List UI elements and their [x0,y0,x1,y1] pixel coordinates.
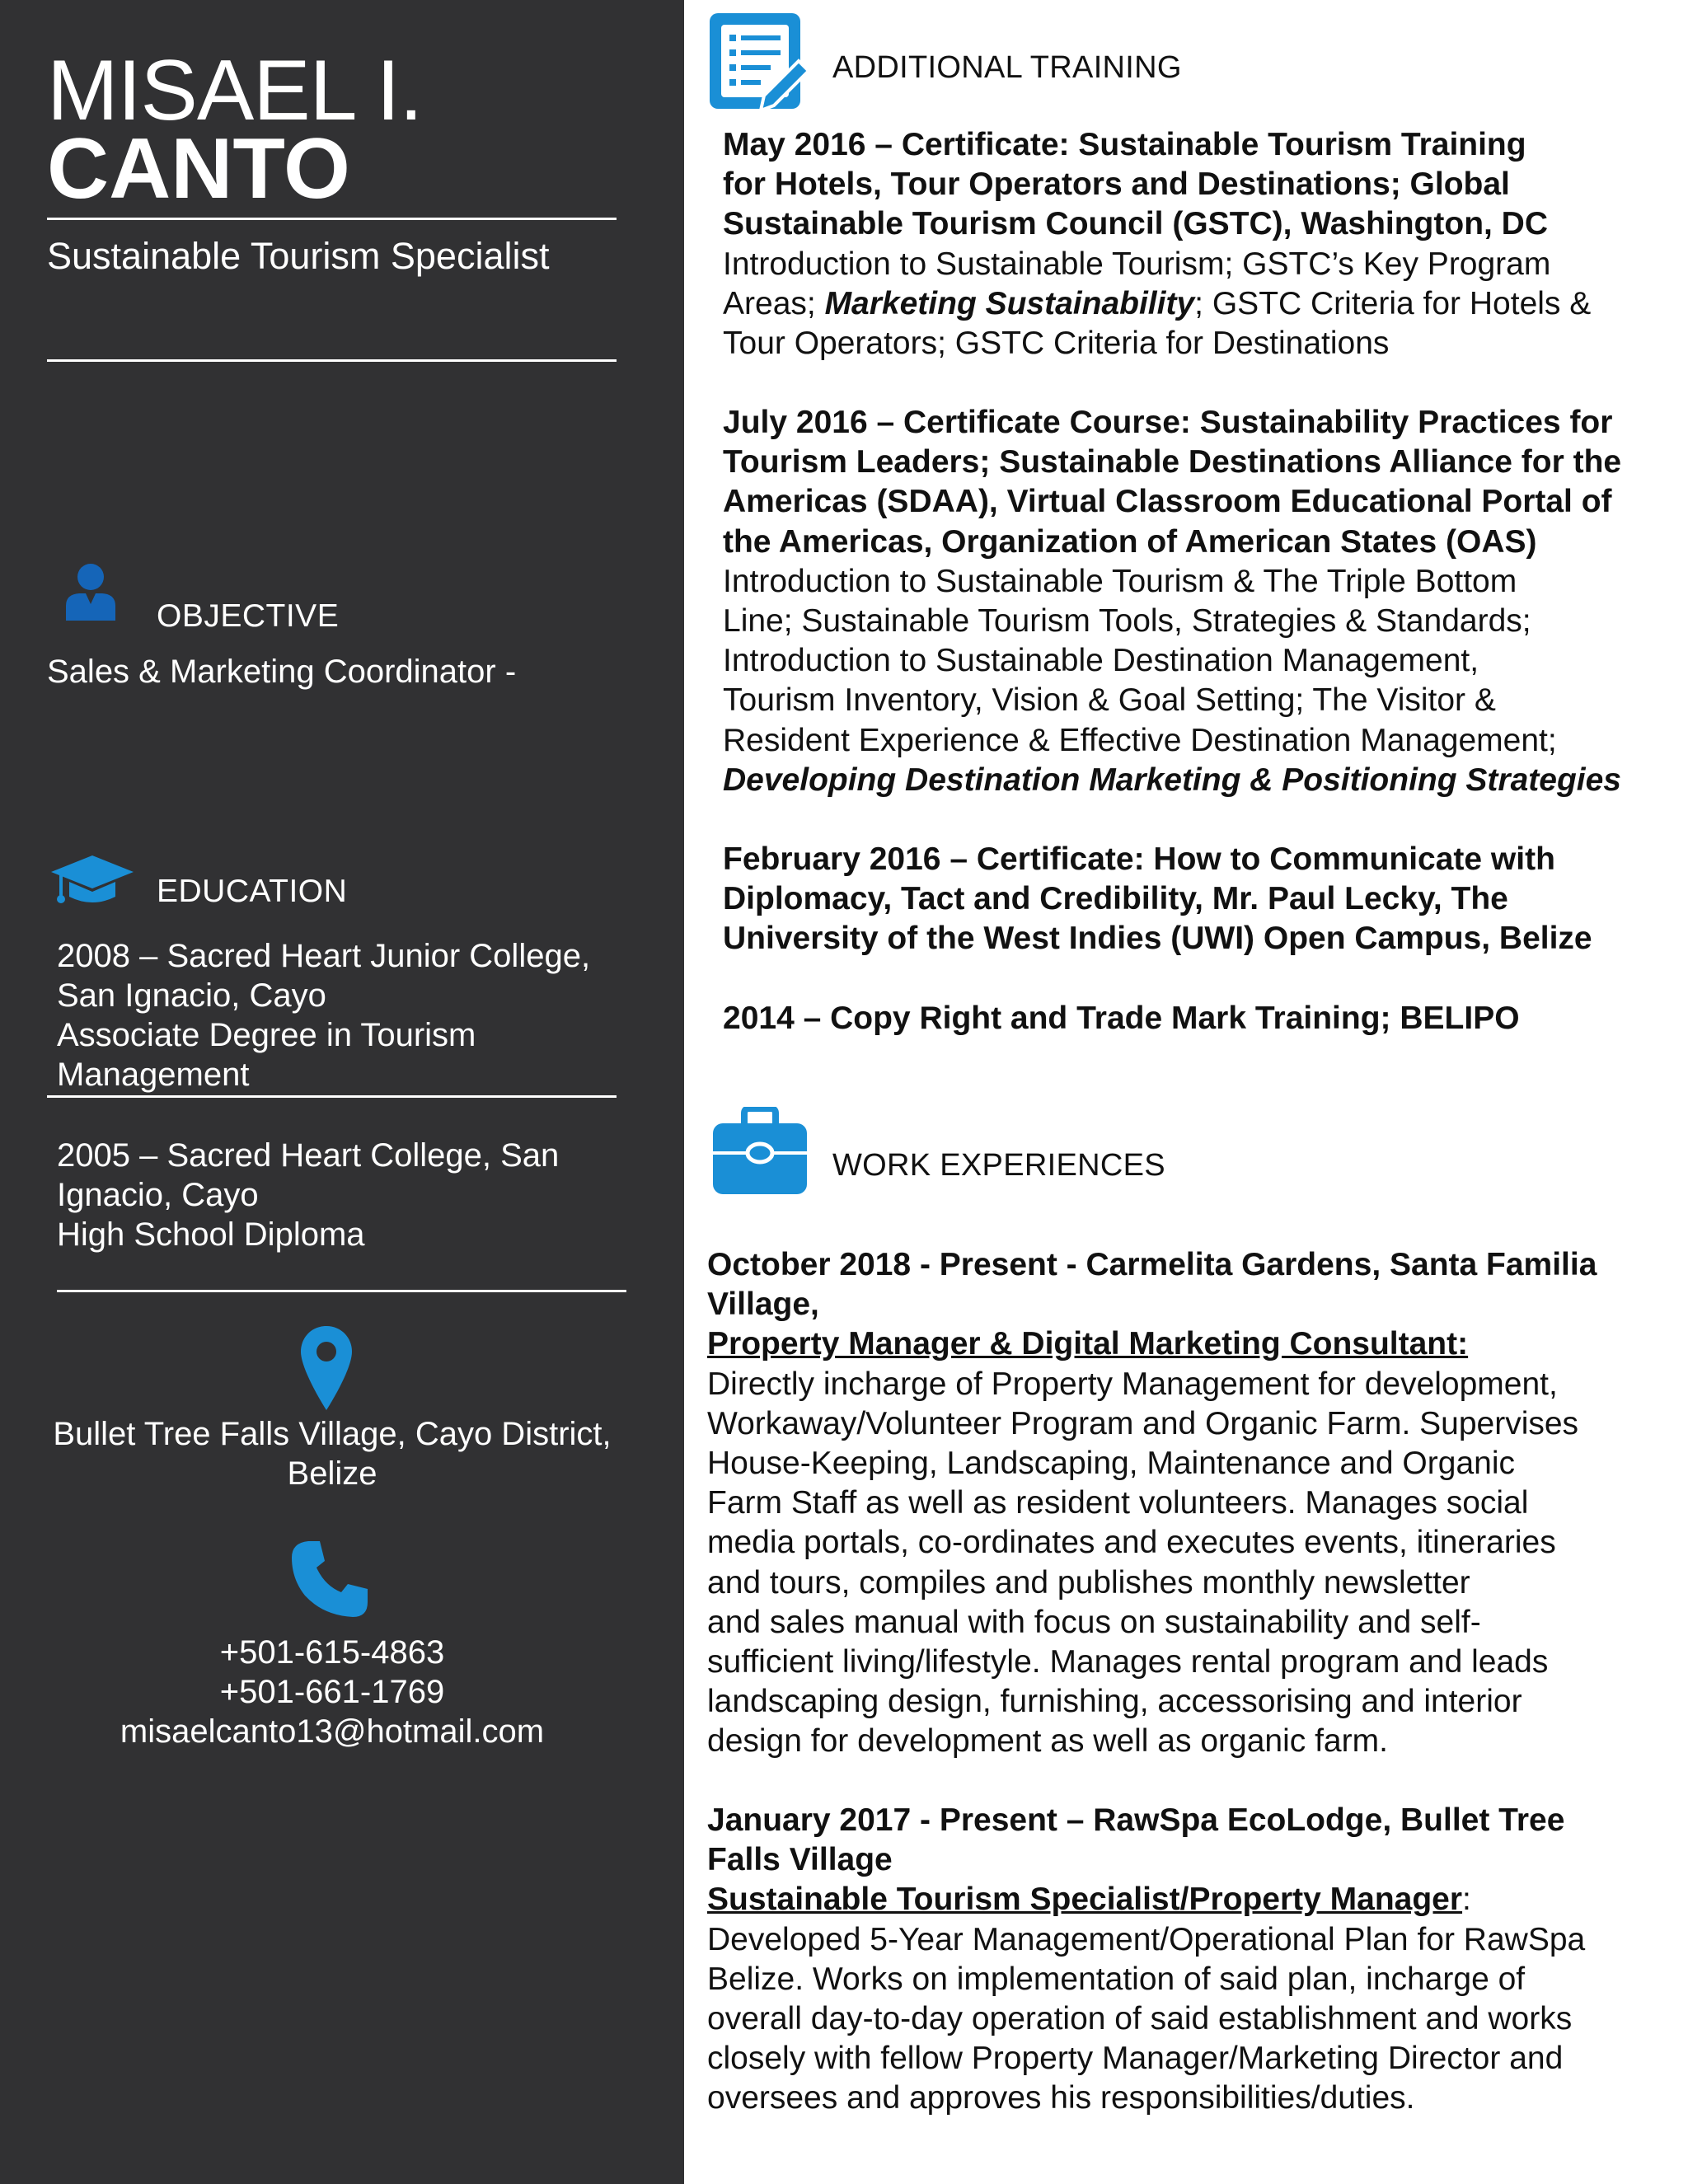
name-last: CANTO [47,121,350,217]
work-item [707,1245,1680,1762]
training-item [723,999,1679,1038]
training-item-desc [723,284,1679,324]
work-item-desc: and sales manual with focus on sustainability and self- [707,1604,1481,1640]
divider [57,1290,626,1292]
divider [47,1095,617,1098]
desc-emphasis: Marketing Sustainability [824,285,1195,321]
training-item-title: February 2016 – Certificate: How to Communicate with [723,841,1555,877]
phone-number[interactable]: +501-615-4863 [219,1634,445,1671]
education-item-line: Associate Degree in Tourism [57,1017,476,1053]
training-item-title: the Americas, Organization of American States (OAS) [723,523,1537,560]
training-item-title: July 2016 – Certificate Course: Sustainability Practices for [723,405,1613,440]
address [0,1414,664,1493]
work-item-title: October 2018 - Present - Carmelita Gardens, Santa Familia [707,1247,1597,1282]
training-item-desc: Introduction to Sustainable Destination Management, [723,643,1479,679]
work-item-desc: overall day-to-day operation of said establishment and works [707,2001,1573,2037]
desc-text: ; GSTC Criteria for Hotels & [1194,285,1592,321]
work-item-desc: Directly incharge of Property Management for development, [707,1366,1558,1402]
training-heading: ADDITIONAL TRAINING [832,50,1182,85]
work-item [707,1801,1680,2119]
divider [47,218,617,220]
work-item-desc: Belize. Works on implementation of said plan, incharge of [707,1961,1526,1997]
training-item-desc: Line; Sustainable Tourism Tools, Strategies & Standards; [723,603,1531,640]
education-item-line: San Ignacio, Cayo [57,977,326,1014]
work-item-desc: media portals, co-ordinates and executes events, itineraries [707,1525,1556,1561]
training-item [723,403,1679,800]
divider [47,359,617,362]
phone-icon [290,1540,369,1619]
work-item-desc: landscaping design, furnishing, accessorising and interior [707,1684,1522,1720]
work-item-desc: and tours, compiles and publishes monthly newsletter [707,1564,1470,1601]
job-title: Sustainable Tourism Specialist [47,235,550,277]
training-item-desc: Tour Operators; GSTC Criteria for Destinations [723,326,1390,362]
training-item-title: University of the West Indies (UWI) Open Campus, Belize [723,921,1592,957]
work-item-desc: oversees and approves his responsibilities/duties. [707,2080,1415,2116]
training-item [723,125,1679,363]
work-item-desc: Developed 5-Year Management/Operational Plan for RawSpa [707,1921,1586,1957]
training-item [723,840,1679,959]
education-item-line: 2005 – Sacred Heart College, San [57,1137,560,1174]
objective-heading: OBJECTIVE [157,598,340,634]
objective-text: Sales & Marketing Coordinator - [47,654,517,690]
graduation-cap-icon [49,854,135,912]
training-item-title: 2014 – Copy Right and Trade Mark Training; BELIPO [723,1001,1520,1036]
work-item-title: Falls Village [707,1842,893,1878]
role-suffix: : [1462,1882,1471,1918]
location-pin-icon [299,1324,354,1412]
work-item-role: Property Manager & Digital Marketing Consultant: [707,1326,1469,1362]
sidebar [0,0,684,2184]
person-icon [64,563,117,621]
training-item-title: Americas (SDAA), Virtual Classroom Educational Portal of [723,484,1612,520]
work-heading: WORK EXPERIENCES [832,1148,1165,1183]
contact-details [0,1633,664,1751]
education-item-line: Ignacio, Cayo [57,1177,259,1213]
work-item-role: Sustainable Tourism Specialist/Property Manager [707,1882,1463,1918]
work-item-title: January 2017 - Present – RawSpa EcoLodge, Bullet Tree [707,1802,1565,1838]
training-item-desc: Developing Destination Marketing & Positioning Strategies [723,762,1621,798]
briefcase-icon [711,1107,809,1196]
training-item-title: Tourism Leaders; Sustainable Destinations Alliance for the [723,444,1622,480]
phone-number[interactable]: +501-661-1769 [219,1674,445,1710]
address-line: Belize [287,1455,377,1492]
clipboard-pencil-icon [706,10,814,115]
training-item-desc: Introduction to Sustainable Tourism & The Triple Bottom [723,563,1517,599]
training-item-title: May 2016 – Certificate: Sustainable Tourism Training [723,127,1526,162]
work-item-desc: House-Keeping, Landscaping, Maintenance and Organic [707,1446,1515,1482]
work-item-desc: sufficient living/lifestyle. Manages rental program and leads [707,1644,1549,1680]
email-link[interactable]: misaelcanto13@hotmail.com [120,1713,545,1750]
desc-text: Areas; [723,285,825,321]
training-item-title: Diplomacy, Tact and Credibility, Mr. Paul Lecky, The [723,881,1508,917]
education-item-line: Management [57,1057,250,1093]
work-item-desc: closely with fellow Property Manager/Marketing Director and [707,2041,1564,2077]
name-first: MISAEL I. [47,43,423,138]
education-heading: EDUCATION [157,874,348,909]
training-item-desc: Resident Experience & Effective Destination Management; [723,722,1557,758]
address-line: Bullet Tree Falls Village, Cayo District, [53,1416,612,1452]
work-item-desc: Farm Staff as well as resident volunteers. Manages social [707,1485,1529,1521]
work-item-title: Village, [707,1286,819,1323]
education-item-line: High School Diploma [57,1216,365,1253]
training-item-desc: Tourism Inventory, Vision & Goal Setting; The Visitor & [723,682,1496,719]
education-item [57,1136,667,1254]
main-content [684,0,1688,2184]
training-item-desc: Introduction to Sustainable Tourism; GSTC’s Key Program [723,246,1551,282]
education-item [57,936,667,1094]
work-item-desc: design for development as well as organic farm. [707,1723,1388,1760]
work-item-desc: Workaway/Volunteer Program and Organic Farm. Supervises [707,1405,1579,1441]
education-item-line: 2008 – Sacred Heart Junior College, [57,938,591,974]
training-item-title: for Hotels, Tour Operators and Destinations; Global [723,166,1510,203]
training-item-title: Sustainable Tourism Council (GSTC), Washington, DC [723,206,1549,242]
